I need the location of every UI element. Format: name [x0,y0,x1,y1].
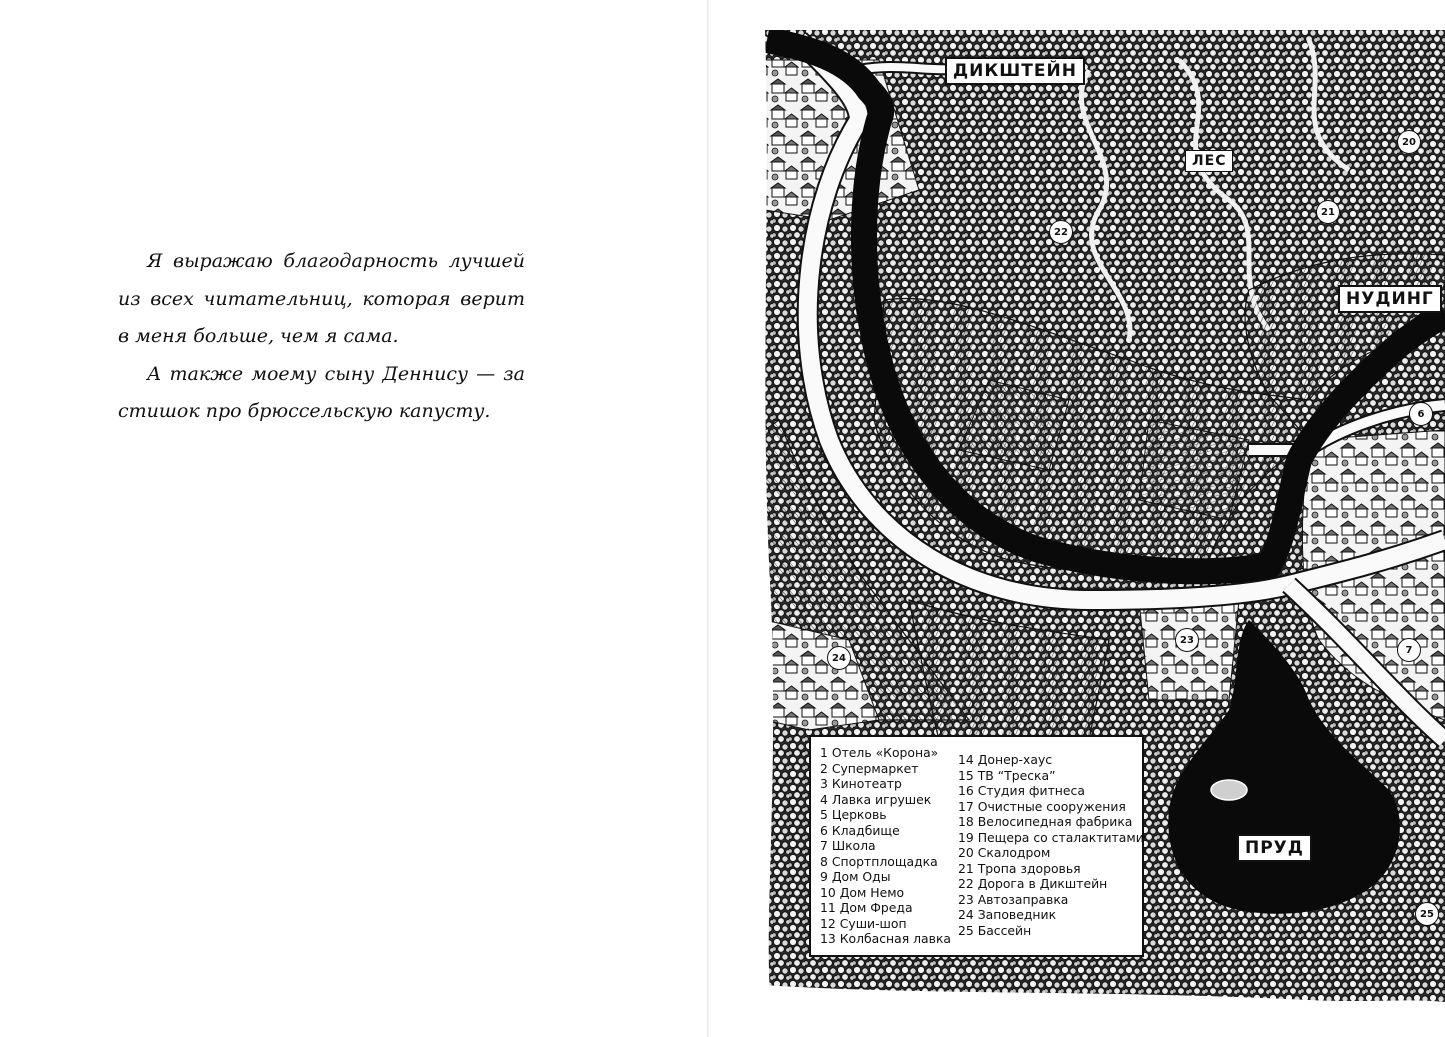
legend-item: 22 Дорога в Дикштейн [958,876,1108,891]
map-marker: 24 [827,646,851,670]
map-marker: 22 [1049,220,1073,244]
map-label-nuding: НУДИНГ [1338,285,1442,313]
legend-item: 6 Кладбище [820,822,900,838]
legend-item: 15 ТВ “Треска” [958,767,1056,783]
legend-item: 21 Тропа здоровья [958,860,1081,876]
dedication-page [0,0,707,1037]
map-label-forest: ЛЕС [1185,150,1233,172]
dedication-paragraph: Я выражаю благодарность лучшей из всех читательниц, которая верит в меня больше, чем я сама. [118,250,525,347]
map-page [709,0,1445,1037]
legend-item: 24 Заповедник [958,907,1057,922]
legend-item: 7 Школа [820,838,876,853]
legend-item: 11 Дом Фреда [820,900,913,915]
legend-item: 4 Лавка игрушек [820,791,932,807]
legend-item: 18 Велосипедная фабрика [958,814,1133,829]
map-marker: 25 [1415,902,1439,926]
legend-item: 9 Дом Оды [820,869,891,884]
legend-item: 23 Автозаправка [958,891,1069,907]
legend-item: 17 Очистные сооружения [958,798,1126,814]
dedication-paragraph: А также моему сыну Деннису — за стишок про брюссельскую капусту. [118,362,525,422]
legend-column-right [958,752,1148,938]
legend-item: 25 Бассейн [958,922,1032,938]
legend-item: 5 Церковь [820,807,887,822]
map-label-pond: ПРУД [1237,834,1312,862]
legend-item: 14 Донер-хаус [958,752,1053,767]
map-label-dikshtein: ДИКШТЕЙН [945,57,1085,85]
legend-item: 1 Отель «Корона» [820,745,939,760]
legend-item: 10 Дом Немо [820,884,905,900]
dedication-text [118,243,525,431]
map-marker: 7 [1397,638,1421,662]
legend-item: 19 Пещера со сталактитами [958,829,1144,845]
map-marker: 23 [1175,628,1199,652]
legend-item: 13 Колбасная лавка [820,931,952,946]
map-marker: 6 [1409,402,1433,426]
legend-item: 2 Супермаркет [820,760,919,776]
legend-item: 12 Суши-шоп [820,915,907,931]
legend-item: 16 Студия фитнеса [958,783,1085,798]
legend-item: 3 Кинотеатр [820,776,902,791]
legend-column-left [820,745,958,947]
legend-item: 20 Скалодром [958,845,1051,860]
map-marker: 20 [1397,130,1421,154]
legend-item: 8 Спортплощадка [820,853,938,869]
map-marker: 21 [1316,200,1340,224]
map-legend [809,735,1144,957]
